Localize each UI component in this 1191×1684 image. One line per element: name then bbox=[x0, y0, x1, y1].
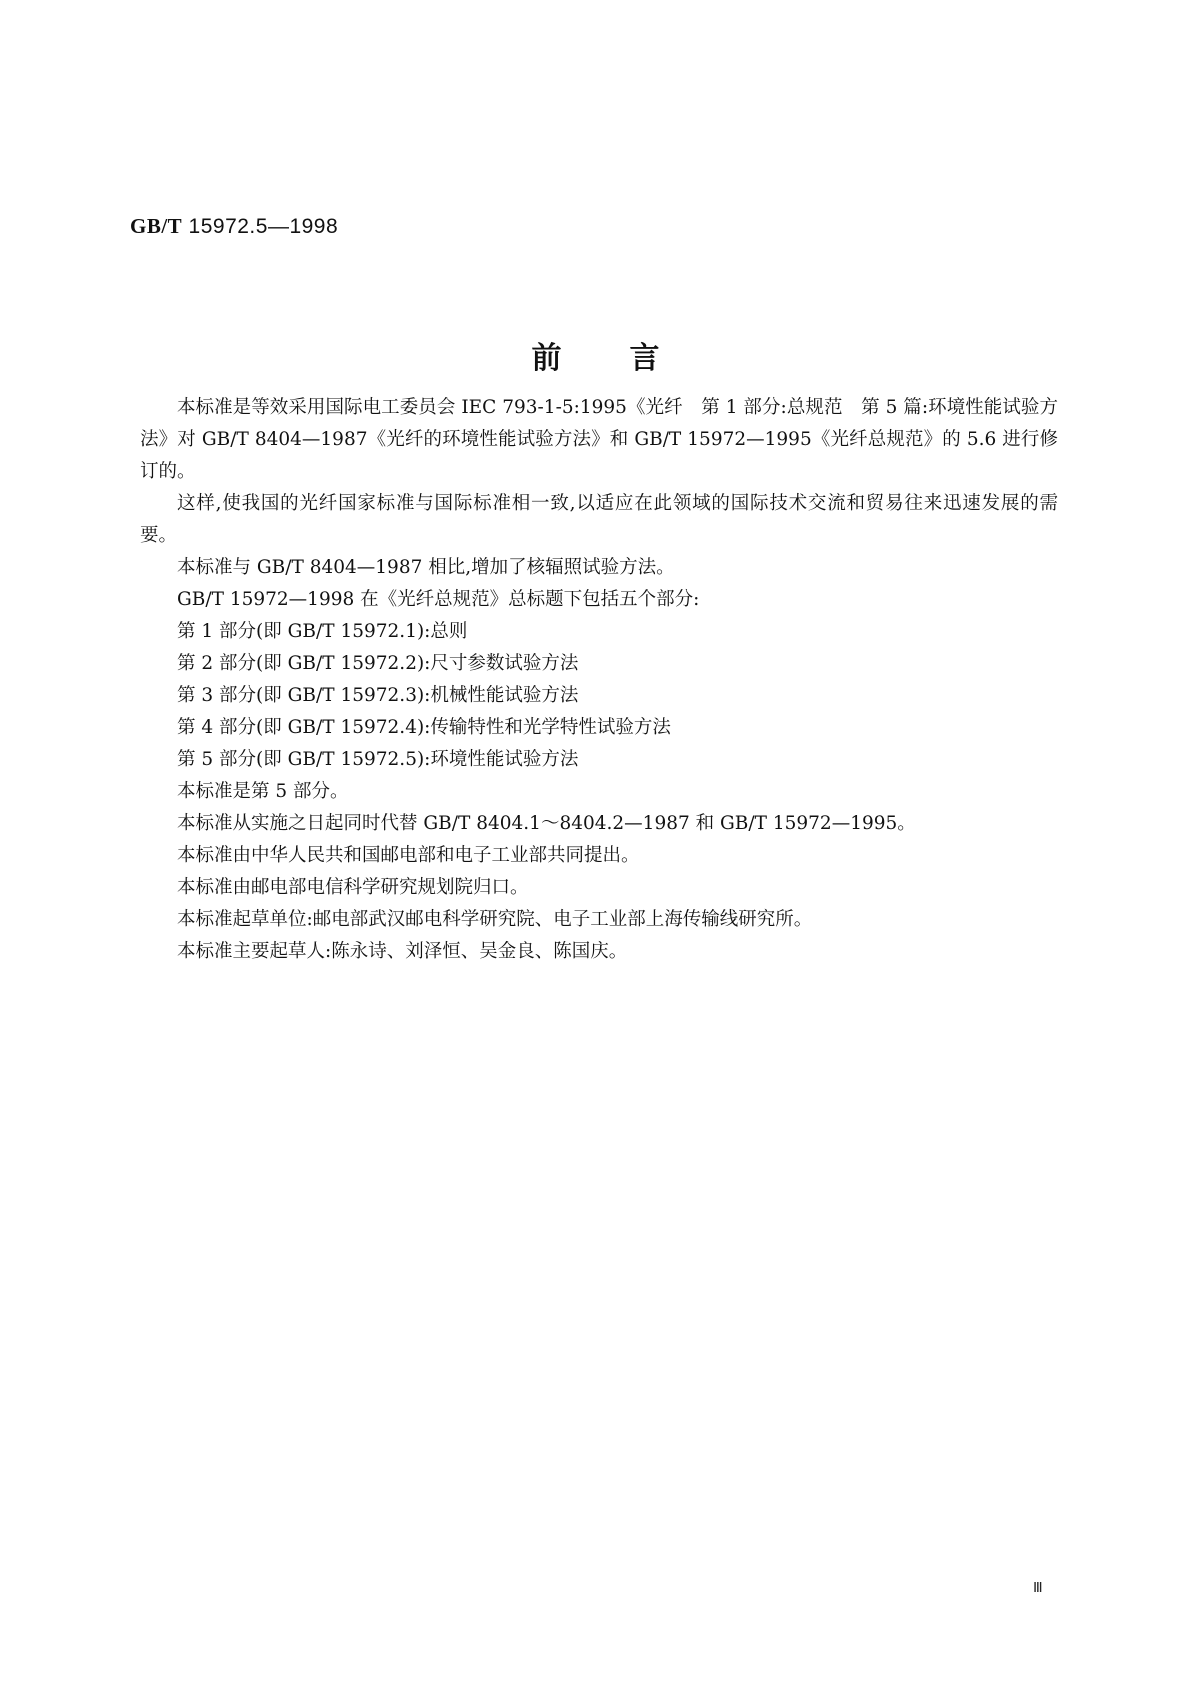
paragraph: 本标准是第 5 部分。 bbox=[177, 781, 349, 802]
paragraph: 本标准主要起草人:陈永诗、刘泽恒、吴金良、陈国庆。 bbox=[177, 941, 628, 962]
standard-prefix: GB/T bbox=[130, 214, 183, 238]
paragraph: 这样,使我国的光纤国家标准与国际标准相一致,以适应在此领域的国际技术交流和贸易往来迅速发展的需要。 bbox=[140, 493, 1058, 546]
page-number: Ⅲ bbox=[1033, 1581, 1043, 1596]
list-item: 第 5 部分(即 GB/T 15972.5):环境性能试验方法 bbox=[177, 749, 579, 770]
standard-number: 15972.5—1998 bbox=[188, 215, 339, 238]
paragraph: 本标准从实施之日起同时代替 GB/T 8404.1～8404.2—1987 和 GB/T 15972—1995。 bbox=[177, 813, 916, 834]
list-item: 第 3 部分(即 GB/T 15972.3):机械性能试验方法 bbox=[177, 685, 579, 706]
paragraph: 本标准起草单位:邮电部武汉邮电科学研究院、电子工业部上海传输线研究所。 bbox=[177, 909, 813, 930]
list-item: 第 2 部分(即 GB/T 15972.2):尺寸参数试验方法 bbox=[177, 653, 579, 674]
paragraph: 本标准由邮电部电信科学研究规划院归口。 bbox=[177, 877, 529, 898]
list-item: 第 4 部分(即 GB/T 15972.4):传输特性和光学特性试验方法 bbox=[177, 717, 671, 738]
page-title: 前言 bbox=[531, 341, 728, 376]
paragraph: 本标准与 GB/T 8404—1987 相比,增加了核辐照试验方法。 bbox=[177, 557, 675, 578]
list-item: 第 1 部分(即 GB/T 15972.1):总则 bbox=[177, 621, 468, 642]
paragraph: 本标准是等效采用国际电工委员会 IEC 793-1-5:1995《光纤 第 1 部分:总规范 第 5 篇:环境性能试验方法》对 GB/T 8404—1987《光纤的环境性能试验方法》和 GB/T 15972—1995《光纤总规范》的 5.6 进行修订的。 bbox=[140, 397, 1058, 482]
paragraph: GB/T 15972—1998 在《光纤总规范》总标题下包括五个部分: bbox=[177, 589, 700, 610]
paragraph: 本标准由中华人民共和国邮电部和电子工业部共同提出。 bbox=[177, 845, 640, 866]
foreword-body bbox=[140, 392, 1058, 968]
standard-code bbox=[130, 214, 338, 239]
